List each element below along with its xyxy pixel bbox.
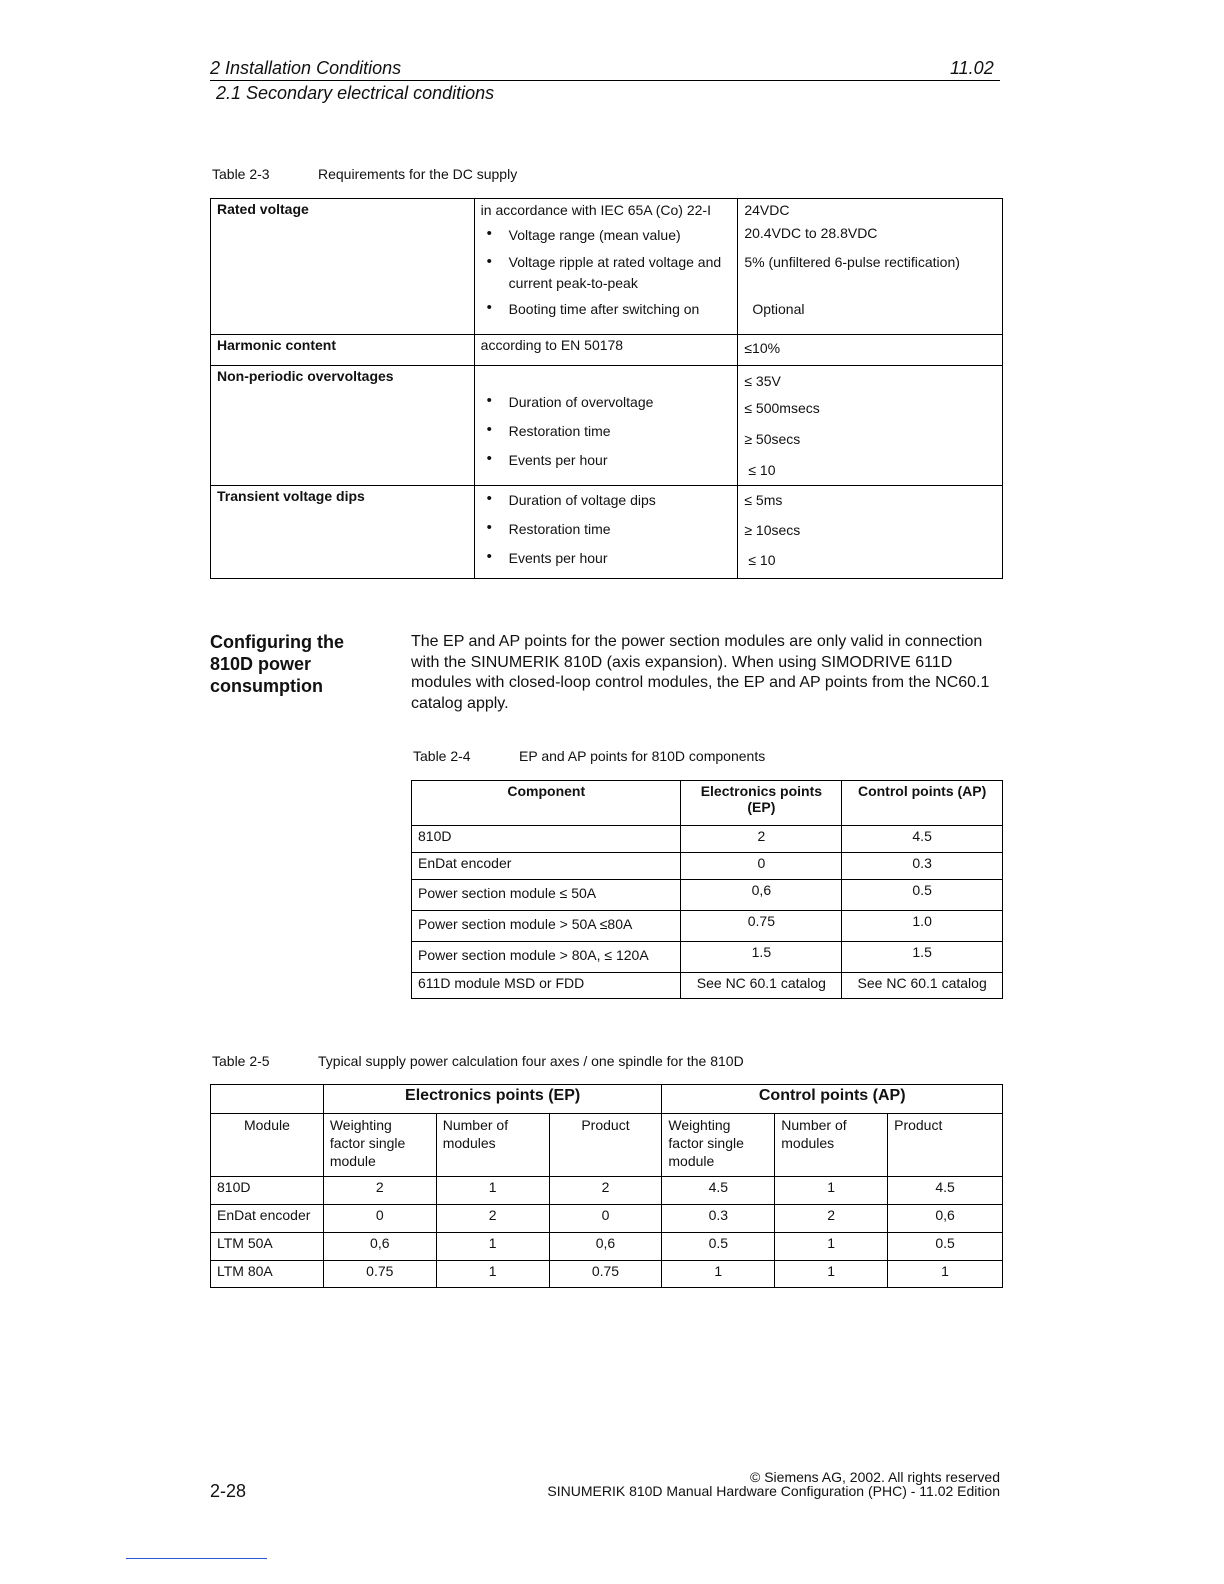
list-item: • Events per hour xyxy=(481,451,732,469)
chapter-title: 2 Installation Conditions xyxy=(210,58,402,78)
cell: LTM 80A xyxy=(211,1261,324,1288)
table-row xyxy=(412,942,1003,973)
cell: See NC 60.1 catalog xyxy=(842,973,1003,999)
cell: 0.3 xyxy=(842,853,1003,880)
column-header: Electronics points (EP) xyxy=(681,781,842,826)
value: ≤ 10 xyxy=(748,552,776,568)
cell: 1 xyxy=(436,1261,549,1288)
cell: 1.5 xyxy=(842,942,1003,973)
cell: 0.5 xyxy=(662,1233,775,1261)
value: 24VDC xyxy=(744,202,790,218)
cell: Power section module ≤ 50A xyxy=(412,880,681,911)
cell: 1 xyxy=(775,1177,888,1205)
cell: 2 xyxy=(549,1177,662,1205)
value: ≤ 35V xyxy=(744,373,781,389)
cell: 1 xyxy=(888,1261,1003,1288)
config-heading: Configuring the 810D power consumption xyxy=(210,632,344,696)
edition-label: 11.02 xyxy=(950,58,994,78)
column-header: Product xyxy=(549,1114,662,1177)
list-item: • Booting time after switching on xyxy=(481,300,732,318)
cell: 4.5 xyxy=(662,1177,775,1205)
table-row xyxy=(211,1261,1003,1288)
row-conditions: according to EN 50178 xyxy=(474,335,738,366)
value: ≤ 5ms xyxy=(744,492,783,508)
cell: 2 xyxy=(323,1177,436,1205)
copyright: © Siemens AG, 2002. All rights reserved xyxy=(750,1469,1000,1485)
cell: 1 xyxy=(436,1233,549,1261)
table-row xyxy=(211,1205,1003,1233)
row-conditions xyxy=(474,486,738,579)
group-header: Electronics points (EP) xyxy=(323,1085,662,1114)
table3-number: Table 2-3 xyxy=(212,166,270,182)
page-number: 2-28 xyxy=(210,1481,247,1501)
table-row xyxy=(412,880,1003,911)
link-underline xyxy=(126,1558,267,1559)
list-item: • Duration of voltage dips xyxy=(481,491,732,509)
table-group-header-row xyxy=(211,1085,1003,1114)
table-row xyxy=(211,1233,1003,1261)
row-values: ≤10% xyxy=(738,335,1003,366)
cell: 2 xyxy=(436,1205,549,1233)
column-header: Module xyxy=(211,1114,324,1177)
table-row xyxy=(211,366,1003,486)
row-values xyxy=(738,199,1003,335)
column-header: Number of modules xyxy=(775,1114,888,1177)
list-item: • Duration of overvoltage xyxy=(481,393,732,411)
table5-caption xyxy=(212,1053,744,1069)
table4-title: EP and AP points for 810D components xyxy=(519,748,766,764)
supply-power-table xyxy=(210,1084,1003,1288)
cell: 0 xyxy=(549,1205,662,1233)
manual-title: SINUMERIK 810D Manual Hardware Configuration (PHC) - 11.02 Edition xyxy=(547,1483,1000,1499)
value: 5% (unfiltered 6-pulse rectification) xyxy=(744,254,960,270)
cell: 1 xyxy=(436,1177,549,1205)
cell: 0,6 xyxy=(888,1205,1003,1233)
table-row xyxy=(412,826,1003,853)
cell: 0,6 xyxy=(681,880,842,911)
value: ≥ 50secs xyxy=(744,431,801,447)
cell: 0,6 xyxy=(549,1233,662,1261)
cell: Power section module > 80A, ≤ 120A xyxy=(412,942,681,973)
table4-number: Table 2-4 xyxy=(413,748,471,764)
ep-ap-points-table xyxy=(411,780,1003,999)
cell: 0.75 xyxy=(323,1261,436,1288)
cell: 0.5 xyxy=(888,1233,1003,1261)
table3-title: Requirements for the DC supply xyxy=(318,166,518,182)
cell: 810D xyxy=(211,1177,324,1205)
config-paragraph: The EP and AP points for the power section modules are only valid in connection with the SINUMERIK 810D (axis expansion). When using SIMODRIVE 611D modules with closed-loop control modules, the EP and AP points from the NC60.1 catalog apply. xyxy=(411,633,990,712)
list-item: • Events per hour xyxy=(481,549,732,567)
cell: 1 xyxy=(775,1261,888,1288)
cell: 0.3 xyxy=(662,1205,775,1233)
cell: 4.5 xyxy=(888,1177,1003,1205)
row-label: Harmonic content xyxy=(211,335,475,366)
cell: 1 xyxy=(662,1261,775,1288)
column-header: Control points (AP) xyxy=(842,781,1003,826)
cell: 0,6 xyxy=(323,1233,436,1261)
table-row xyxy=(211,486,1003,579)
list-item: • Voltage ripple at rated voltage and current peak-to-peak xyxy=(481,252,732,294)
value: Optional xyxy=(752,301,805,317)
table-header-row xyxy=(412,781,1003,826)
table-row xyxy=(211,199,1003,335)
column-header: Component xyxy=(412,781,681,826)
cell: See NC 60.1 catalog xyxy=(681,973,842,999)
cell: LTM 50A xyxy=(211,1233,324,1261)
table4-caption xyxy=(413,748,765,764)
row-values xyxy=(738,486,1003,579)
table-row xyxy=(211,1177,1003,1205)
section-title: 2.1 Secondary electrical conditions xyxy=(216,83,495,103)
cell: 0.75 xyxy=(549,1261,662,1288)
list-item: • Voltage range (mean value) xyxy=(481,226,732,244)
cell: EnDat encoder xyxy=(211,1205,324,1233)
table3-caption xyxy=(212,166,517,182)
table-row xyxy=(412,853,1003,880)
column-header: Weighting factor single module xyxy=(662,1114,775,1177)
cell: 2 xyxy=(775,1205,888,1233)
cell: 1 xyxy=(775,1233,888,1261)
dc-supply-table xyxy=(210,198,1003,579)
list-item: • Restoration time xyxy=(481,422,732,440)
table5-number: Table 2-5 xyxy=(212,1053,270,1069)
row-label: Rated voltage xyxy=(211,199,475,335)
table5-title: Typical supply power calculation four axes / one spindle for the 810D xyxy=(318,1053,744,1069)
cell: 1.5 xyxy=(681,942,842,973)
cell: 810D xyxy=(412,826,681,853)
cell: 2 xyxy=(681,826,842,853)
table-header-row xyxy=(211,1114,1003,1177)
cell: 0 xyxy=(681,853,842,880)
empty-cell xyxy=(211,1085,324,1114)
table-row xyxy=(211,335,1003,366)
group-header: Control points (AP) xyxy=(662,1085,1003,1114)
column-header: Weighting factor single module xyxy=(323,1114,436,1177)
row-conditions xyxy=(474,199,738,335)
cell: 0.5 xyxy=(842,880,1003,911)
cell: 0 xyxy=(323,1205,436,1233)
cell: Power section module > 50A ≤80A xyxy=(412,911,681,942)
table-row xyxy=(412,911,1003,942)
row-label: Non-periodic overvoltages xyxy=(211,366,475,486)
value: 20.4VDC to 28.8VDC xyxy=(744,225,878,241)
value: ≤ 10 xyxy=(748,462,776,478)
table-row xyxy=(412,973,1003,999)
cell: 4.5 xyxy=(842,826,1003,853)
header-rule xyxy=(210,80,1000,81)
row-values xyxy=(738,366,1003,486)
value: ≤ 500msecs xyxy=(744,400,820,416)
cell: EnDat encoder xyxy=(412,853,681,880)
list-item: • Restoration time xyxy=(481,520,732,538)
row-conditions xyxy=(474,366,738,486)
row-label: Transient voltage dips xyxy=(211,486,475,579)
row-intro: in accordance with IEC 65A (Co) 22-I xyxy=(480,202,711,218)
cell: 611D module MSD or FDD xyxy=(412,973,681,999)
column-header: Product xyxy=(888,1114,1003,1177)
cell: 0.75 xyxy=(681,911,842,942)
column-header: Number of modules xyxy=(436,1114,549,1177)
value: ≥ 10secs xyxy=(744,522,801,538)
cell: 1.0 xyxy=(842,911,1003,942)
